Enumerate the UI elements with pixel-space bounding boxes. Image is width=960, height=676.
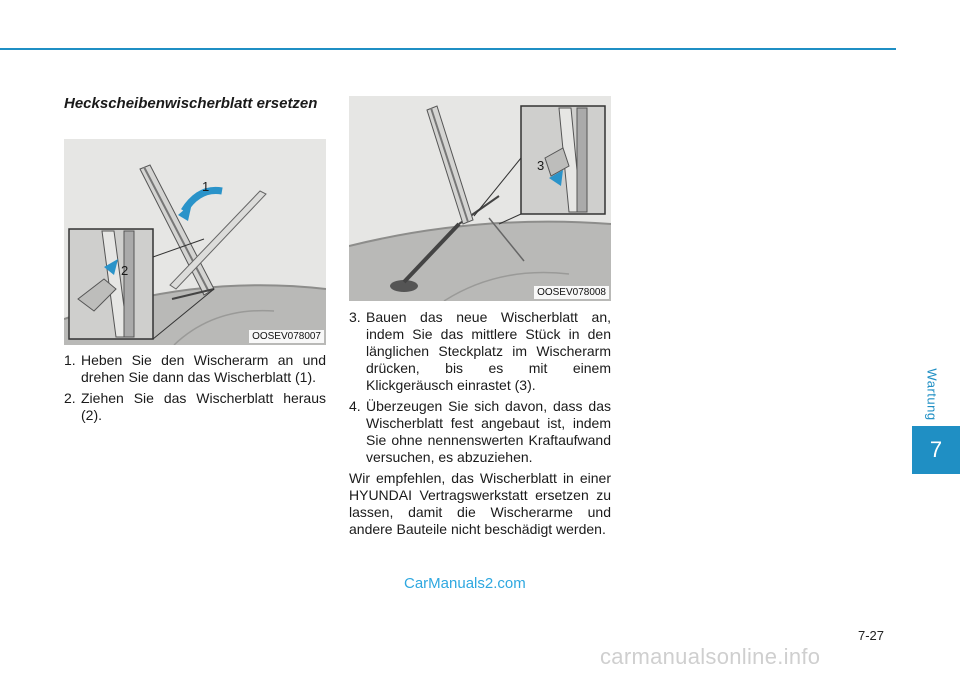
- callout-2: 2: [121, 263, 129, 278]
- step-number: 4.: [349, 398, 361, 414]
- instructions-column-1: [64, 352, 326, 428]
- instructions-column-2: [349, 309, 611, 538]
- site-watermark[interactable]: CarManuals2.com: [404, 575, 526, 592]
- step-number: 2.: [64, 390, 76, 406]
- chapter-side-label: Wartung: [924, 367, 940, 421]
- chapter-tab[interactable]: 7: [912, 426, 960, 474]
- wiper-illustration-2: [349, 96, 611, 301]
- header-rule: [0, 48, 896, 50]
- figure-remove-wiper-blade: [64, 139, 326, 345]
- step-text: Heben Sie den Wischerarm an und drehen Sie dann das Wischerblatt (1).: [81, 352, 326, 385]
- section-heading: Heckscheibenwischerblatt ersetzen: [64, 95, 318, 112]
- step-text: Überzeugen Sie sich davon, dass das Wischerblatt fest angebaut ist, indem Sie ohne nennenswerten Kraftaufwand versuchen, es abzuziehen.: [366, 398, 611, 465]
- figure-install-wiper-blade: [349, 96, 611, 301]
- list-item: [349, 309, 611, 394]
- page-number: 7-27: [858, 628, 885, 643]
- list-item: [64, 390, 326, 424]
- step-text: Ziehen Sie das Wischerblatt heraus (2).: [81, 390, 326, 423]
- figure-code: OOSEV078007: [249, 330, 324, 343]
- recommendation-paragraph: Wir empfehlen, das Wischerblatt in einer HYUNDAI Vertragswerkstatt ersetzen zu lassen, damit die Wischerarme und andere Bauteile nicht beschädigt werden.: [349, 470, 611, 537]
- figure-code: OOSEV078008: [534, 286, 609, 299]
- list-item: [349, 398, 611, 466]
- step-number: 3.: [349, 309, 361, 325]
- callout-3: 3: [537, 158, 545, 173]
- step-number: 1.: [64, 352, 76, 368]
- list-item: [64, 352, 326, 386]
- wiper-illustration-1: [64, 139, 326, 345]
- callout-1: 1: [202, 179, 210, 194]
- footer-watermark: carmanualsonline.info: [600, 644, 821, 669]
- step-text: Bauen das neue Wischerblatt an, indem Sie das mittlere Stück in den länglichen Steckplatz im Wischerarm drücken, bis es mit einem Klickgeräusch einrastet (3).: [366, 309, 611, 393]
